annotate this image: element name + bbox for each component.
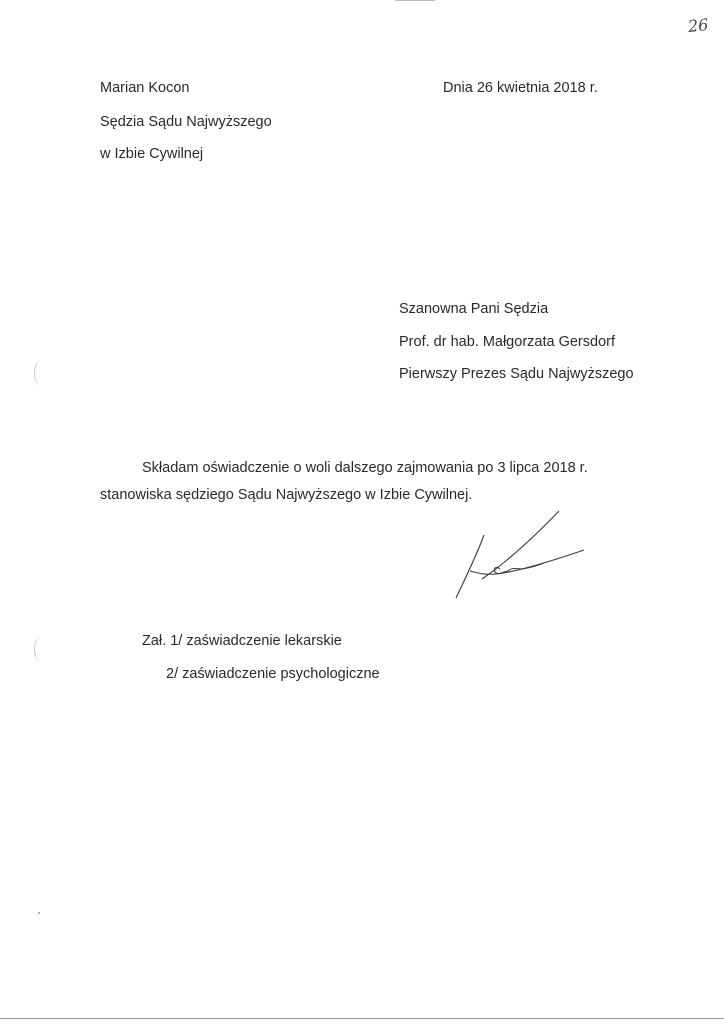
body-line-2: stanowiska sędziego Sądu Najwyższego w Izbie Cywilnej.	[100, 487, 473, 503]
page-number: 26	[687, 14, 710, 37]
handwritten-signature	[426, 505, 596, 610]
attachment-item-2: 2/ zaświadczenie psychologiczne	[166, 666, 380, 682]
scan-edge-top	[395, 0, 435, 1]
sender-chamber: w Izbie Cywilnej	[100, 146, 204, 162]
letter-date: Dnia 26 kwietnia 2018 r.	[443, 80, 598, 96]
recipient-position: Pierwszy Prezes Sądu Najwyższego	[399, 366, 634, 382]
punch-hole-mark	[34, 636, 49, 662]
sender-name: Marian Kocon	[100, 80, 190, 96]
scan-speck	[38, 912, 40, 914]
recipient-name: Prof. dr hab. Małgorzata Gersdorf	[399, 334, 615, 350]
sender-title: Sędzia Sądu Najwyższego	[100, 114, 272, 130]
attachment-item-1: Zał. 1/ zaświadczenie lekarskie	[142, 633, 342, 649]
scan-edge-bottom	[0, 1018, 724, 1019]
body-line-1: Składam oświadczenie o woli dalszego zajmowania po 3 lipca 2018 r.	[142, 460, 588, 476]
punch-hole-mark	[34, 360, 49, 386]
recipient-salutation: Szanowna Pani Sędzia	[399, 301, 549, 317]
